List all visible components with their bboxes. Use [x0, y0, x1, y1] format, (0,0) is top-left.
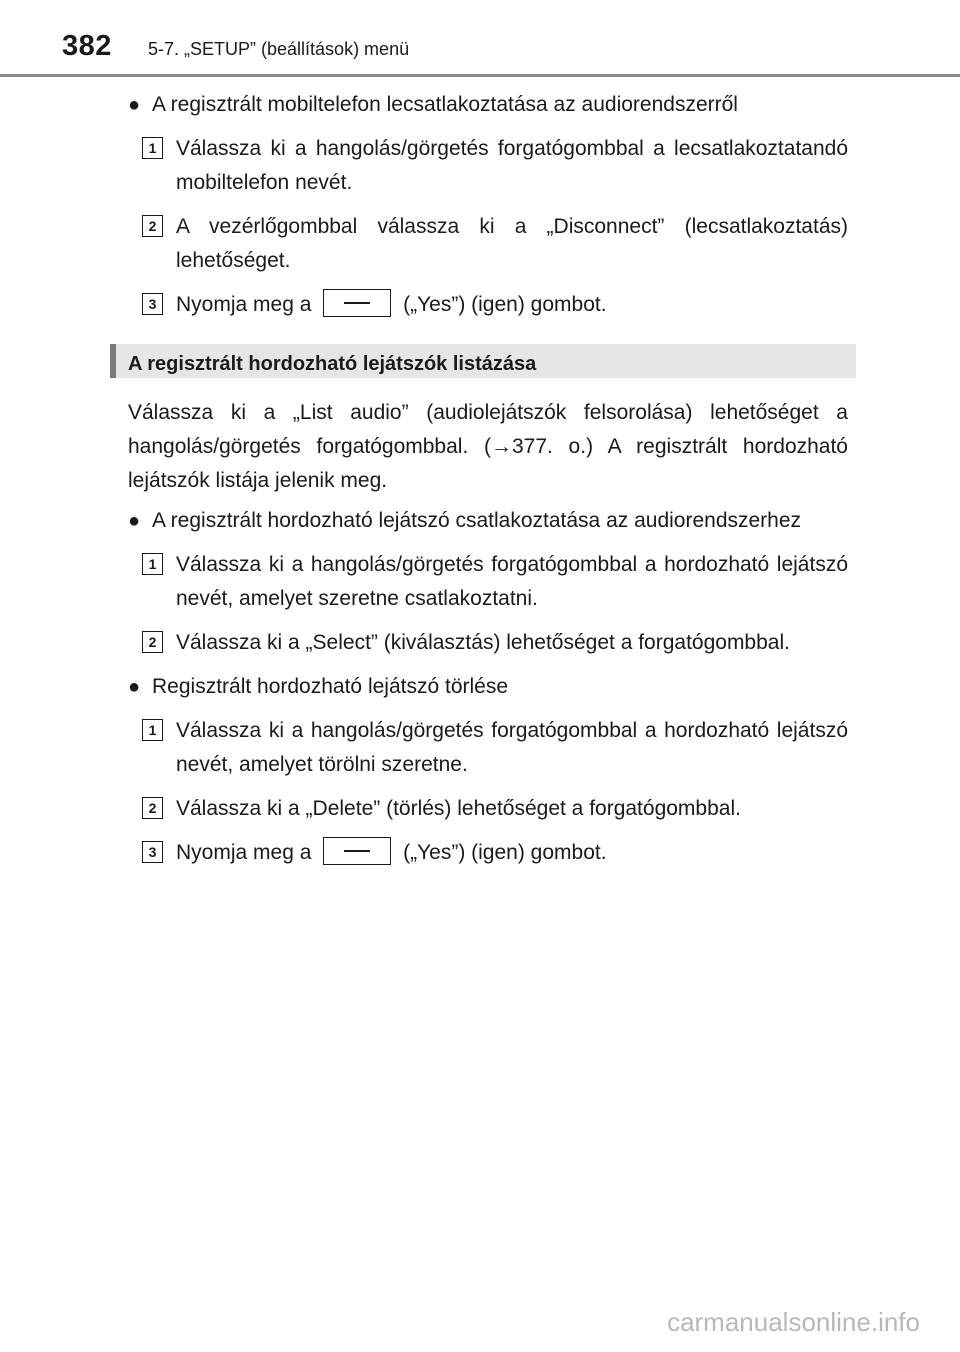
step-2	[128, 626, 848, 660]
dash-button-icon	[323, 837, 391, 865]
bullet-delete-player: ● Regisztrált hordozható lejátszó törlése	[128, 670, 848, 704]
bullet-connect-player: ● A regisztrált hordozható lejátszó csatlakoztatása az audiorendszerhez	[128, 504, 848, 538]
step-text: Válassza ki a hangolás/görgetés forgatógombbal a lecsatlakoztatandó mobiltelefon nevét.	[176, 137, 848, 194]
bullet-icon: ●	[128, 94, 141, 116]
dash-button-icon	[323, 289, 391, 317]
step-2	[128, 792, 848, 826]
step-number-badge: 2	[142, 631, 163, 653]
step-text-post: („Yes”) (igen) gombot.	[403, 293, 607, 316]
step-number-badge: 1	[142, 137, 163, 159]
bullet-icon: ●	[128, 510, 141, 532]
step-text: Válassza ki a hangolás/görgetés forgatógombbal a hordozható lejátszó nevét, amelyet törölni szeretne.	[176, 719, 848, 776]
step-text: Válassza ki a „Delete” (törlés) lehetőséget a forgatógombbal.	[176, 797, 741, 820]
step-1	[128, 132, 848, 200]
step-text-post: („Yes”) (igen) gombot.	[403, 841, 607, 864]
step-number-badge: 2	[142, 797, 163, 819]
page-number: 382	[62, 30, 112, 62]
step-1	[128, 714, 848, 782]
section-intro: Válassza ki a „List audio” (audiolejátszók felsorolása) lehetőséget a hangolás/görgetés forgatógombbal. (→377. o.) A regisztrált hordozható lejátszók listája jelenik meg.	[128, 401, 848, 492]
step-number-badge: 2	[142, 215, 163, 237]
page-content	[128, 88, 848, 880]
step-text: A vezérlőgombbal válassza ki a „Disconnect” (lecsatlakoztatás) lehetőséget.	[176, 215, 848, 272]
step-number-badge: 3	[142, 841, 163, 863]
step-3	[128, 288, 848, 322]
watermark: carmanualsonline.info	[667, 1307, 920, 1337]
section-heading	[110, 344, 856, 378]
step-number-badge: 1	[142, 719, 163, 741]
step-text: Válassza ki a „Select” (kiválasztás) lehetőséget a forgatógombbal.	[176, 631, 790, 654]
step-2	[128, 210, 848, 278]
section-title: A regisztrált hordozható lejátszók listázása	[128, 353, 537, 375]
step-text-pre: Nyomja meg a	[176, 293, 312, 316]
step-text-pre: Nyomja meg a	[176, 841, 312, 864]
step-number-badge: 3	[142, 293, 163, 315]
header-rule	[0, 74, 960, 77]
step-3	[128, 836, 848, 870]
step-1	[128, 548, 848, 616]
step-text: Válassza ki a hangolás/görgetés forgatógombbal a hordozható lejátszó nevét, amelyet szeretne csatlakoztatni.	[176, 553, 848, 610]
step-number-badge: 1	[142, 553, 163, 575]
running-head: 5-7. „SETUP” (beállítások) menü	[148, 39, 410, 59]
bullet-disconnect-phone: ● A regisztrált mobiltelefon lecsatlakoztatása az audiorendszerről	[128, 88, 848, 122]
bullet-icon: ●	[128, 676, 141, 698]
